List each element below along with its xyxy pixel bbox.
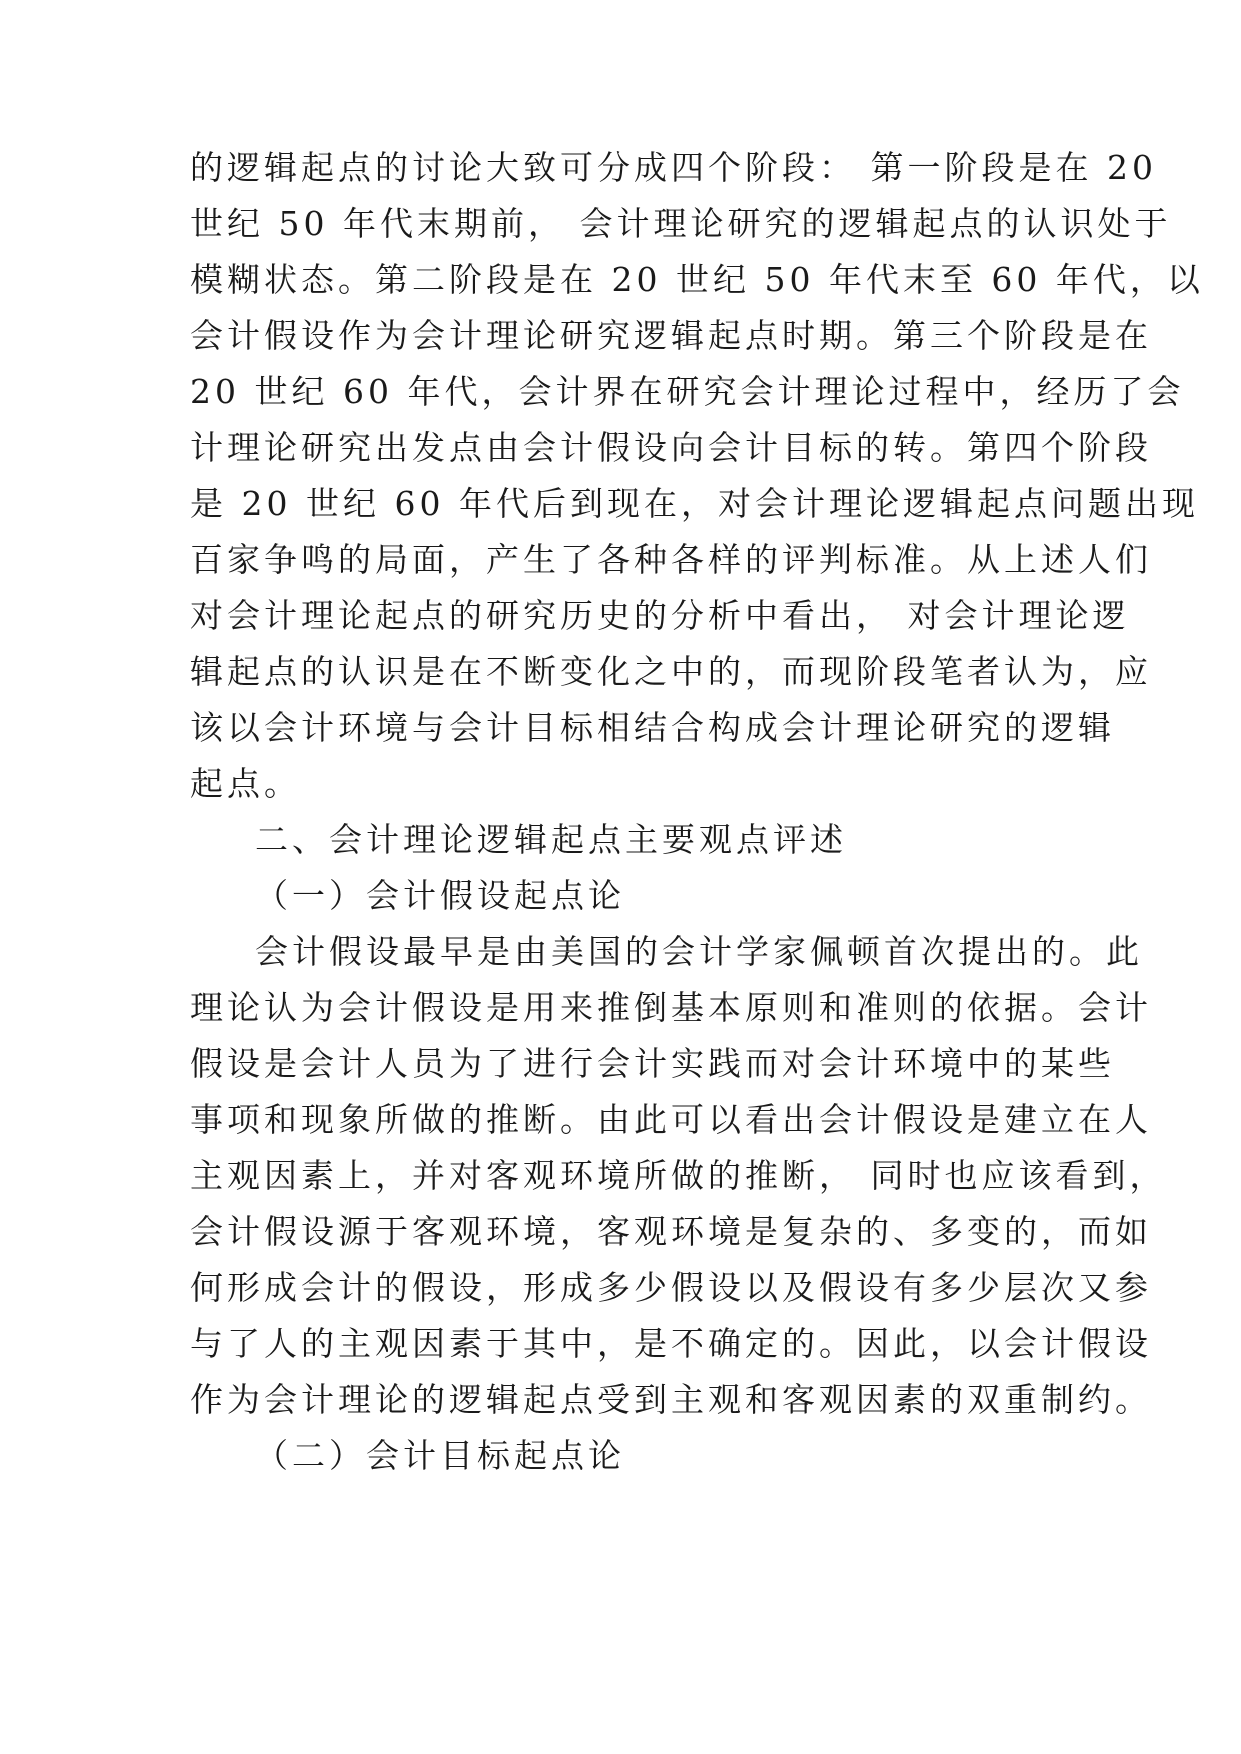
text-line: 与了人的主观因素于其中，是不确定的。因此，以会计假设 <box>190 1324 1152 1363</box>
section-heading: 二、会计理论逻辑起点主要观点评述 <box>255 820 847 859</box>
text-line: 主观因素上，并对客观环境所做的推断， 同时也应该看到， <box>190 1156 1167 1195</box>
text-line: 会计假设作为会计理论研究逻辑起点时期。第三个阶段是在 <box>190 316 1152 355</box>
text-line: 假设是会计人员为了进行会计实践而对会计环境中的某些 <box>190 1044 1115 1083</box>
text-line: 会计假设最早是由美国的会计学家佩顿首次提出的。此 <box>255 932 1143 971</box>
text-line: 该以会计环境与会计目标相结合构成会计理论研究的逻辑 <box>190 708 1115 747</box>
text-line: 作为会计理论的逻辑起点受到主观和客观因素的双重制约。 <box>190 1380 1152 1419</box>
text-line: 的逻辑起点的讨论大致可分成四个阶段： 第一阶段是在 20 <box>190 148 1157 187</box>
text-line: 何形成会计的假设，形成多少假设以及假设有多少层次又参 <box>190 1268 1152 1307</box>
text-line: 世纪 50 年代末期前， 会计理论研究的逻辑起点的认识处于 <box>190 204 1172 243</box>
text-line: 会计假设源于客观环境，客观环境是复杂的、多变的，而如 <box>190 1212 1152 1251</box>
text-line: 辑起点的认识是在不断变化之中的，而现阶段笔者认为，应 <box>190 652 1152 691</box>
text-line: 对会计理论起点的研究历史的分析中看出， 对会计理论逻 <box>190 596 1130 635</box>
subsection-heading: （二）会计目标起点论 <box>255 1436 625 1475</box>
text-line: 是 20 世纪 60 年代后到现在，对会计理论逻辑起点问题出现 <box>190 484 1199 523</box>
text-line: 20 世纪 60 年代，会计界在研究会计理论过程中，经历了会 <box>190 372 1185 411</box>
text-line: 起点。 <box>190 764 301 803</box>
text-line: 计理论研究出发点由会计假设向会计目标的转。第四个阶段 <box>190 428 1152 467</box>
text-line: 模糊状态。第二阶段是在 20 世纪 50 年代末至 60 年代，以 <box>190 260 1204 299</box>
subsection-heading: （一）会计假设起点论 <box>255 876 625 915</box>
text-line: 理论认为会计假设是用来推倒基本原则和准则的依据。会计 <box>190 988 1152 1027</box>
text-line: 百家争鸣的局面，产生了各种各样的评判标准。从上述人们 <box>190 540 1152 579</box>
text-line: 事项和现象所做的推断。由此可以看出会计假设是建立在人 <box>190 1100 1152 1139</box>
